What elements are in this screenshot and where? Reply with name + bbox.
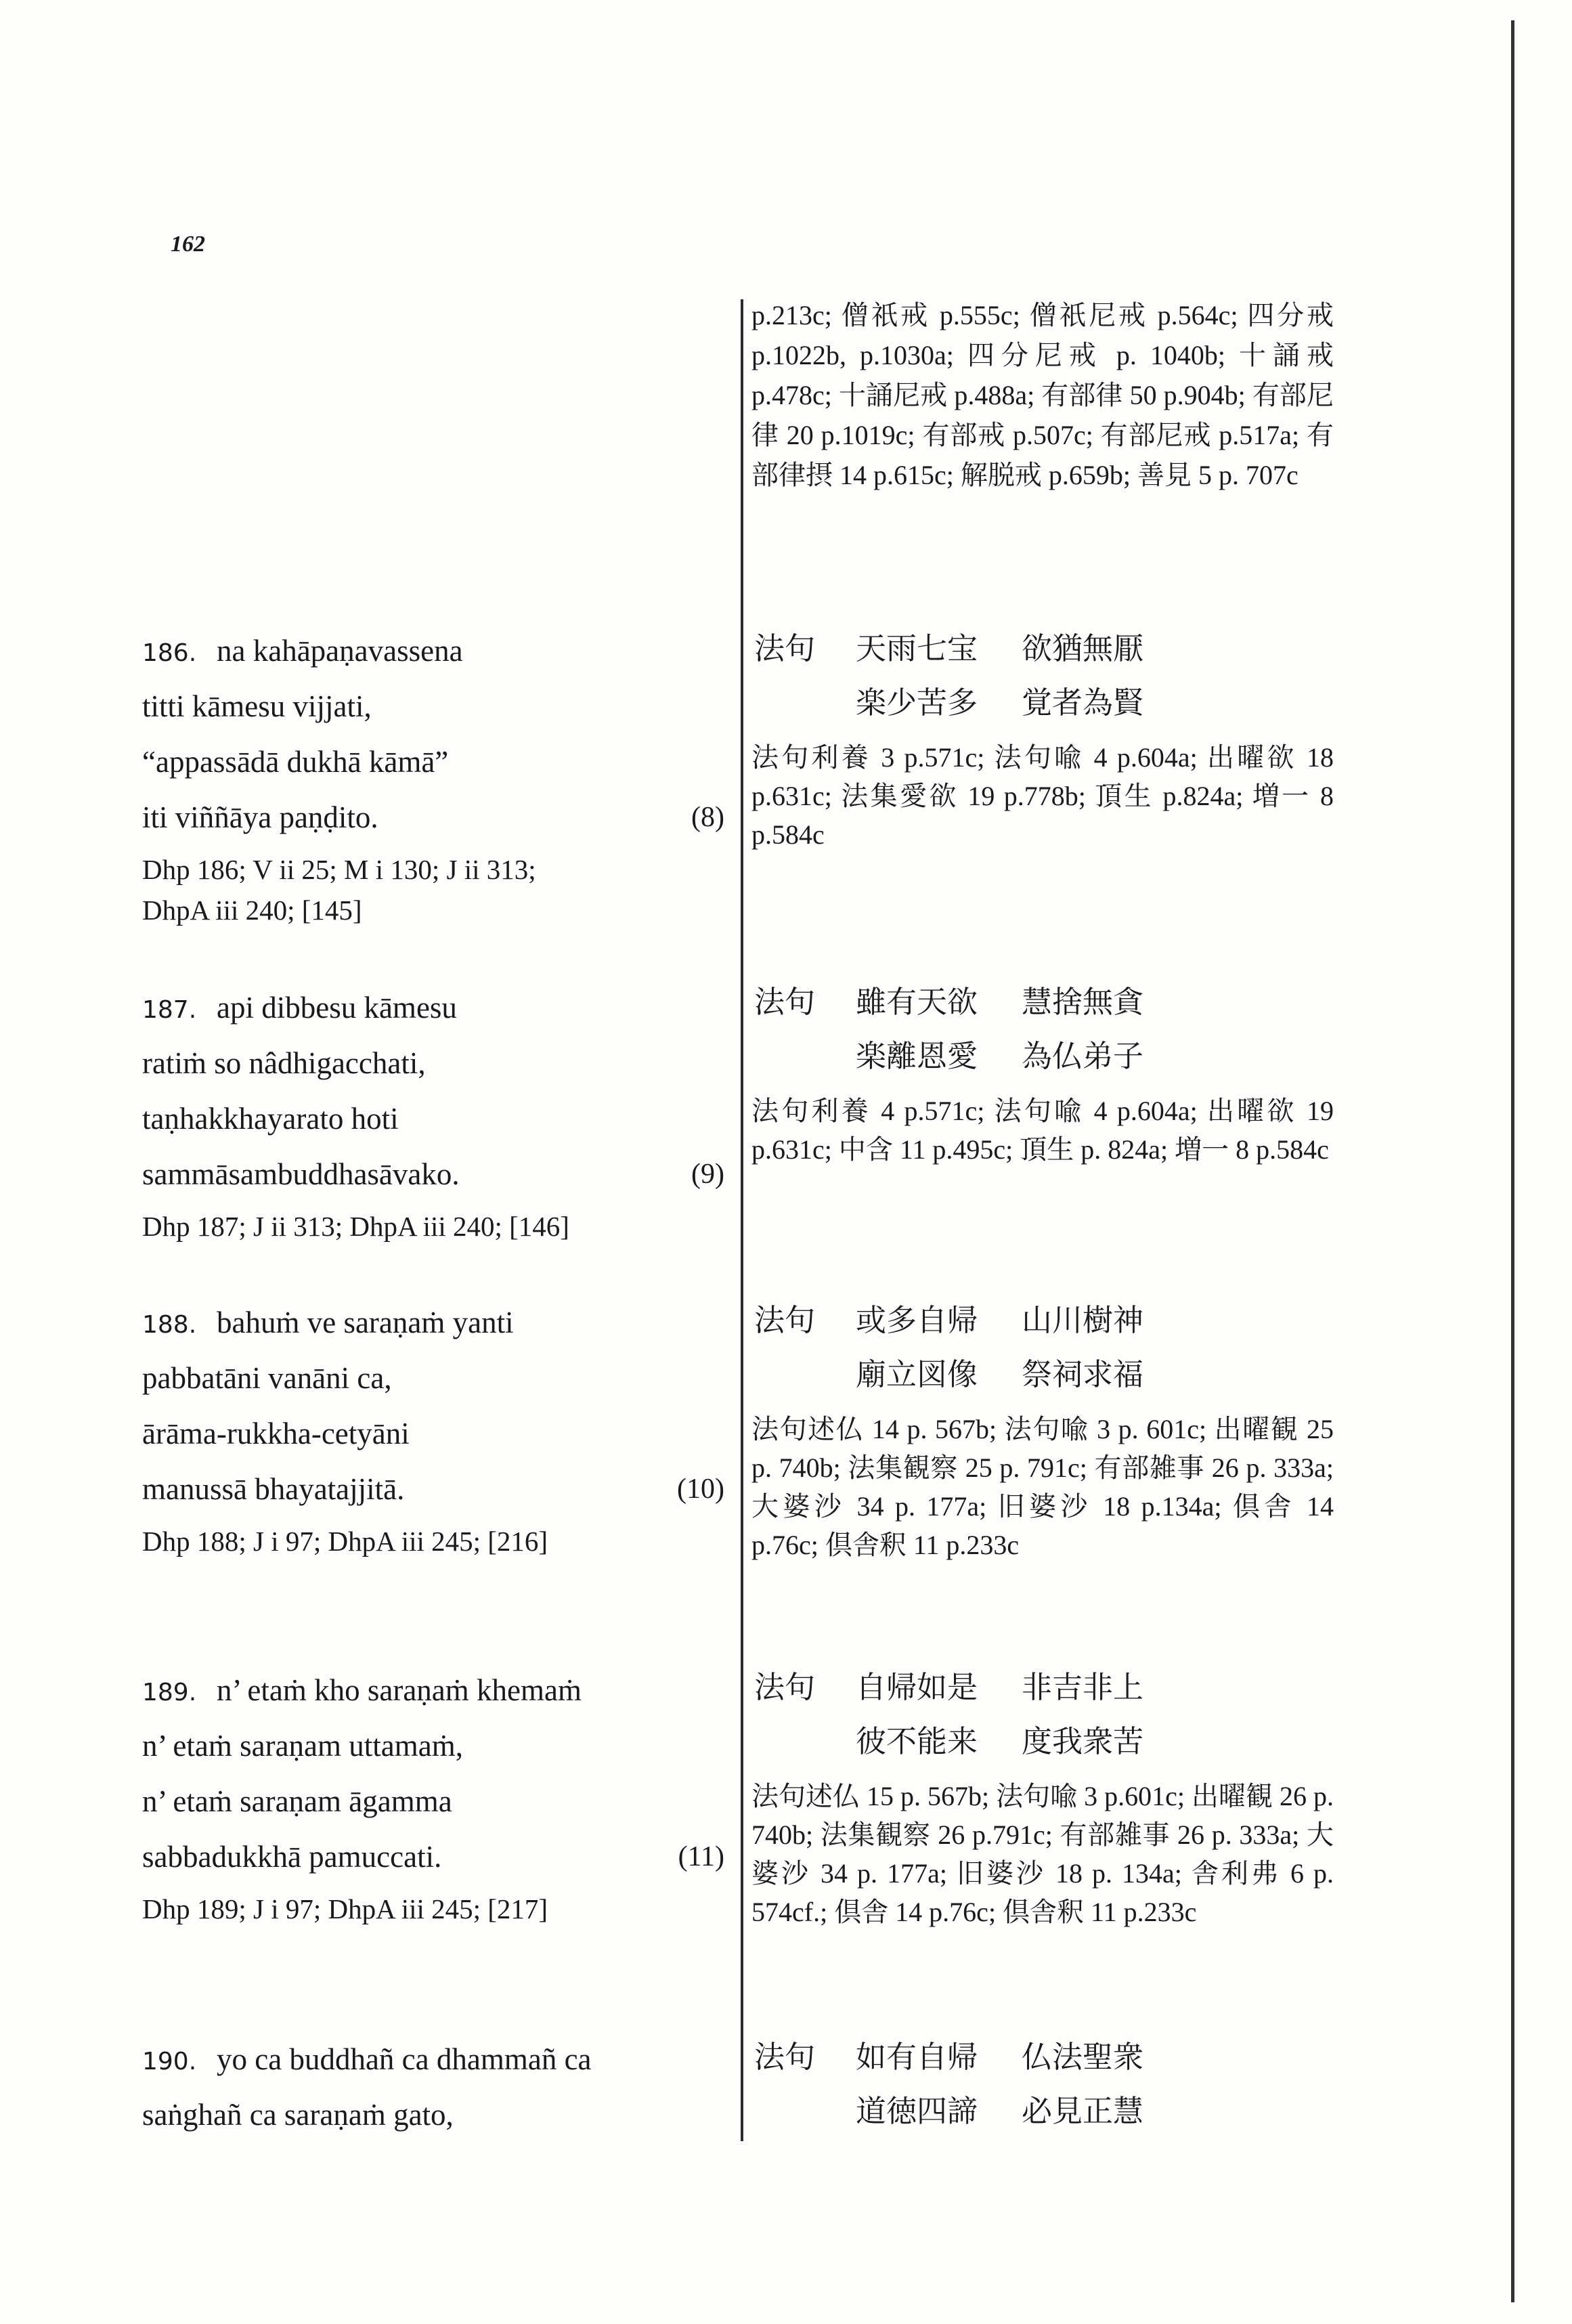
verse-188 <box>142 1295 724 1562</box>
citation-line: Dhp 187; J ii 313; DhpA iii 240; [146] <box>142 1211 569 1242</box>
verse-number: 187. <box>142 996 197 1024</box>
verse-number: 188. <box>142 1311 197 1339</box>
citation-line: DhpA iii 240; [145] <box>142 895 362 926</box>
pali-text: sammāsambuddhasāvako. <box>142 1157 460 1191</box>
chinese-verse-189 <box>751 1660 1336 1931</box>
citation <box>142 1889 724 1929</box>
verse-count: (11) <box>678 1841 724 1872</box>
pali-line: taṇhakkhayarato hoti <box>142 1102 399 1136</box>
pali-line <box>142 623 724 679</box>
verse-189 <box>142 1662 724 1929</box>
verse-190 <box>142 2031 724 2143</box>
pali-line <box>142 2031 724 2087</box>
verse-186 <box>142 623 724 930</box>
pali-line <box>142 1295 724 1350</box>
chinese-phrase: 楽離恩愛 <box>856 1038 978 1074</box>
chinese-phrase: 彼不能来 <box>856 1723 978 1759</box>
verse-number: 189. <box>142 1679 197 1706</box>
chinese-phrase: 雖有天欲 <box>856 984 978 1020</box>
citation <box>142 849 724 930</box>
pali-text: sabbadukkhā pamuccati. <box>142 1840 442 1874</box>
verse-number: 190. <box>142 2048 197 2075</box>
chinese-line-2 <box>754 676 1336 730</box>
chinese-verse-188 <box>751 1293 1336 1564</box>
pali-line: pabbatāni vanāni ca, <box>142 1361 392 1395</box>
pali-line <box>142 1146 724 1202</box>
chinese-label: 法句 <box>754 1302 816 1338</box>
chinese-phrase: 必見正慧 <box>1022 2093 1144 2129</box>
pali-text: n’ etaṁ kho saraṇaṁ khemaṁ <box>217 1673 582 1707</box>
chinese-phrase: 慧捨無貪 <box>1022 984 1144 1020</box>
verse-count: (9) <box>691 1159 724 1190</box>
pali-line: n’ etaṁ saraṇam āgamma <box>142 1784 452 1818</box>
chinese-line-2 <box>754 1715 1336 1769</box>
chinese-line-1 <box>754 975 1336 1029</box>
chinese-label: 法句 <box>754 2039 816 2075</box>
pali-line <box>142 1829 724 1885</box>
chinese-phrase: 如有自帰 <box>856 2039 978 2075</box>
chinese-verse-187 <box>751 975 1336 1169</box>
citation-line: Dhp 188; J i 97; DhpA iii 245; [216] <box>142 1526 548 1557</box>
citation <box>142 1521 724 1562</box>
chinese-line-1 <box>754 1293 1336 1348</box>
chinese-phrase: 仏法聖衆 <box>1022 2039 1144 2075</box>
chinese-label: 法句 <box>754 1669 816 1705</box>
chinese-phrase: 天雨七宝 <box>856 630 978 666</box>
pali-text: iti viññāya paṇḍito. <box>142 800 378 834</box>
chinese-phrase: 廟立図像 <box>856 1356 978 1392</box>
verse-187 <box>142 980 724 1247</box>
parallel-references: 法句述仏 14 p. 567b; 法句喩 3 p. 601c; 出曜観 25 p. 740b; 法集観察 25 p. 791c; 有部雑事 26 p. 333a; 大婆沙 34 p. 177a; 旧婆沙 18 p.134a; 倶舎 14 p.76c; 倶舎釈 11 p.233c <box>751 1414 1334 1560</box>
chinese-verse-190 <box>754 2030 1336 2138</box>
chinese-label: 法句 <box>754 630 816 666</box>
pali-line: titti kāmesu vijjati, <box>142 689 372 723</box>
pali-line: n’ etaṁ saraṇam uttamaṁ, <box>142 1729 463 1763</box>
chinese-phrase: 為仏弟子 <box>1022 1038 1144 1074</box>
pali-line: ārāma-rukkha-cetyāni <box>142 1417 410 1450</box>
chinese-phrase: 度我衆苦 <box>1022 1723 1144 1759</box>
chinese-phrase: 楽少苦多 <box>856 685 978 720</box>
citation-line: Dhp 189; J i 97; DhpA iii 245; [217] <box>142 1893 548 1924</box>
top-parallel-references: p.213c; 僧祇戒 p.555c; 僧祇尼戒 p.564c; 四分戒 p.1022b, p.1030a; 四分尼戒 p. 1040b; 十誦戒 p.478c; 十誦尼戒 p.488a; 有部律 50 p.904b; 有部尼律 20 p.1019c; 有部戒 p.507c; 有部尼戒 p.517a; 有部律摂 14 p.615c; 解脱戒 p.659b; 善見 5 p. 707c <box>751 300 1334 490</box>
page-number: 162 <box>171 232 205 257</box>
parallel-references: 法句述仏 15 p. 567b; 法句喩 3 p.601c; 出曜観 26 p. 740b; 法集観察 26 p.791c; 有部雑事 26 p. 333a; 大婆沙 34 p. 177a; 旧婆沙 18 p. 134a; 舎利弗 6 p. 574cf.; 倶舎 14 p.76c; 倶舎釈 11 p.233c <box>751 1781 1334 1927</box>
chinese-phrase: 非吉非上 <box>1022 1669 1144 1705</box>
pali-text: yo ca buddhañ ca dhammañ ca <box>217 2042 592 2076</box>
pali-text: manussā bhayatajjitā. <box>142 1472 405 1506</box>
pali-line <box>142 790 724 845</box>
chinese-phrase: 祭祠求福 <box>1022 1356 1144 1392</box>
chinese-verse-186 <box>751 622 1336 854</box>
page-edge-rule <box>1511 20 1514 2302</box>
citation-line: Dhp 186; V ii 25; M i 130; J ii 313; <box>142 854 536 885</box>
chinese-label: 法句 <box>754 984 816 1020</box>
pali-line <box>142 980 724 1035</box>
parallel-references: 法句利養 3 p.571c; 法句喩 4 p.604a; 出曜欲 18 p.631c; 法集愛欲 19 p.778b; 頂生 p.824a; 増一 8 p.584c <box>751 742 1334 850</box>
pali-text: na kahāpaṇavassena <box>217 634 463 668</box>
chinese-phrase: 覚者為賢 <box>1022 685 1144 720</box>
verse-number: 186. <box>142 639 197 667</box>
chinese-phrase: 山川樹神 <box>1022 1302 1144 1338</box>
chinese-phrase: 自帰如是 <box>856 1669 978 1705</box>
pali-line <box>142 1662 724 1718</box>
parallel-references: 法句利養 4 p.571c; 法句喩 4 p.604a; 出曜欲 19 p.631c; 中含 11 p.495c; 頂生 p. 824a; 増一 8 p.584c <box>751 1096 1334 1165</box>
chinese-phrase: 或多自帰 <box>856 1302 978 1338</box>
verse-count: (10) <box>677 1473 724 1505</box>
column-divider <box>741 299 743 2141</box>
citation <box>142 1206 724 1247</box>
pali-line: “appassādā dukhā kāmā” <box>142 745 449 779</box>
chinese-line-1 <box>754 622 1336 676</box>
chinese-line-1 <box>754 2030 1336 2084</box>
pali-line: ratiṁ so nâdhigacchati, <box>142 1046 426 1080</box>
chinese-line-1 <box>754 1660 1336 1715</box>
pali-text: bahuṁ ve saraṇaṁ yanti <box>217 1306 514 1339</box>
chinese-line-2 <box>754 1348 1336 1402</box>
chinese-line-2 <box>754 2084 1336 2138</box>
chinese-line-2 <box>754 1029 1336 1083</box>
verse-count: (8) <box>691 802 724 833</box>
pali-line: saṅghañ ca saraṇaṁ gato, <box>142 2098 454 2132</box>
pali-text: api dibbesu kāmesu <box>217 991 457 1025</box>
pali-line <box>142 1461 724 1517</box>
chinese-phrase: 道徳四諦 <box>856 2093 978 2129</box>
chinese-phrase: 欲猶無厭 <box>1022 630 1144 666</box>
